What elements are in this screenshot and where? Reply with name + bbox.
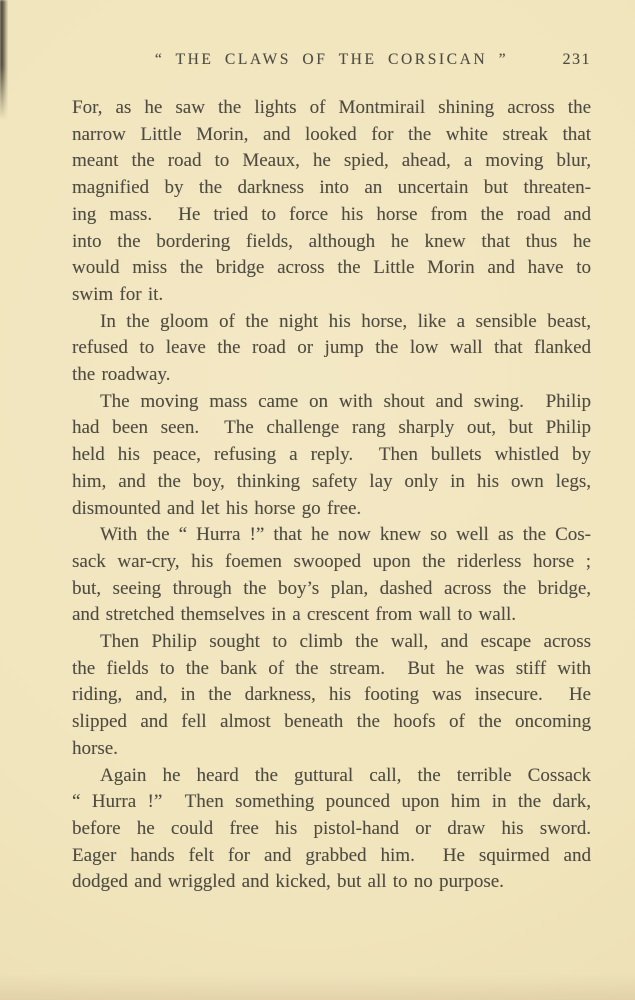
text-line: dismounted and let his horse go free. — [72, 497, 362, 519]
text-line: In the gloom of the night his horse, like a sensible beast, — [100, 310, 591, 332]
scan-edge-shadow — [0, 0, 8, 120]
running-head: “ THE CLAWS OF THE CORSICAN ” — [154, 51, 509, 68]
paragraph — [72, 629, 591, 763]
paragraph — [72, 522, 591, 629]
paragraph — [72, 763, 591, 897]
text-line: slipped and fell almost beneath the hoofs of the oncoming — [72, 711, 591, 733]
text-line: swim for it. — [72, 283, 164, 305]
text-line: had been seen. The challenge rang sharply out, but Philip — [72, 417, 591, 439]
text-line: For, as he saw the lights of Montmirail shining across the — [72, 97, 591, 118]
text-line: horse. — [72, 737, 118, 759]
text-line: and stretched themselves in a crescent from wall to wall. — [72, 604, 517, 626]
text-line: With the “ Hurra !” that he now knew so well as the Cos- — [100, 524, 591, 546]
paragraph — [72, 95, 591, 309]
text-line: held his peace, refusing a reply. Then bullets whistled by — [72, 444, 591, 466]
text-line: the roadway. — [72, 364, 171, 386]
page-number: 231 — [562, 51, 591, 68]
text-line: the fields to the bank of the stream. But he was stiff with — [72, 657, 591, 679]
text-line: dodged and wriggled and kicked, but all to no purpose. — [72, 871, 504, 893]
text-line: refused to leave the road or jump the low wall that flanked — [72, 337, 591, 359]
text-line: Again he heard the guttural call, the terrible Cossack — [100, 764, 591, 786]
text-line: Eager hands felt for and grabbed him. He squirmed and — [72, 844, 591, 866]
text-line: “ Hurra !” Then something pounced upon him in the dark, — [72, 791, 591, 813]
page-header — [72, 51, 591, 73]
text-line: would miss the bridge across the Little Morin and have to — [72, 257, 591, 279]
text-line: meant the road to Meaux, he spied, ahead, a moving blur, — [72, 150, 591, 172]
paragraph — [72, 389, 591, 523]
text-line: into the bordering fields, although he knew that thus he — [72, 230, 591, 252]
text-line: but, seeing through the boy’s plan, dashed across the bridge, — [72, 577, 591, 599]
paragraph — [72, 309, 591, 389]
text-line: magnified by the darkness into an uncertain but threaten- — [72, 177, 591, 199]
text-line: riding, and, in the darkness, his footing was insecure. He — [72, 684, 591, 706]
text-line: The moving mass came on with shout and swing. Philip — [100, 390, 591, 412]
text-line: before he could free his pistol-hand or draw his sword. — [72, 817, 591, 839]
text-line: narrow Little Morin, and looked for the white streak that — [72, 123, 591, 145]
text-block — [72, 95, 591, 896]
text-line: ing mass. He tried to force his horse from the road and — [72, 203, 591, 225]
text-line: Then Philip sought to climb the wall, and escape across — [100, 631, 591, 653]
text-line: him, and the boy, thinking safety lay only in his own legs, — [72, 470, 591, 492]
text-line: sack war-cry, his foemen swooped upon the riderless horse ; — [72, 550, 591, 572]
